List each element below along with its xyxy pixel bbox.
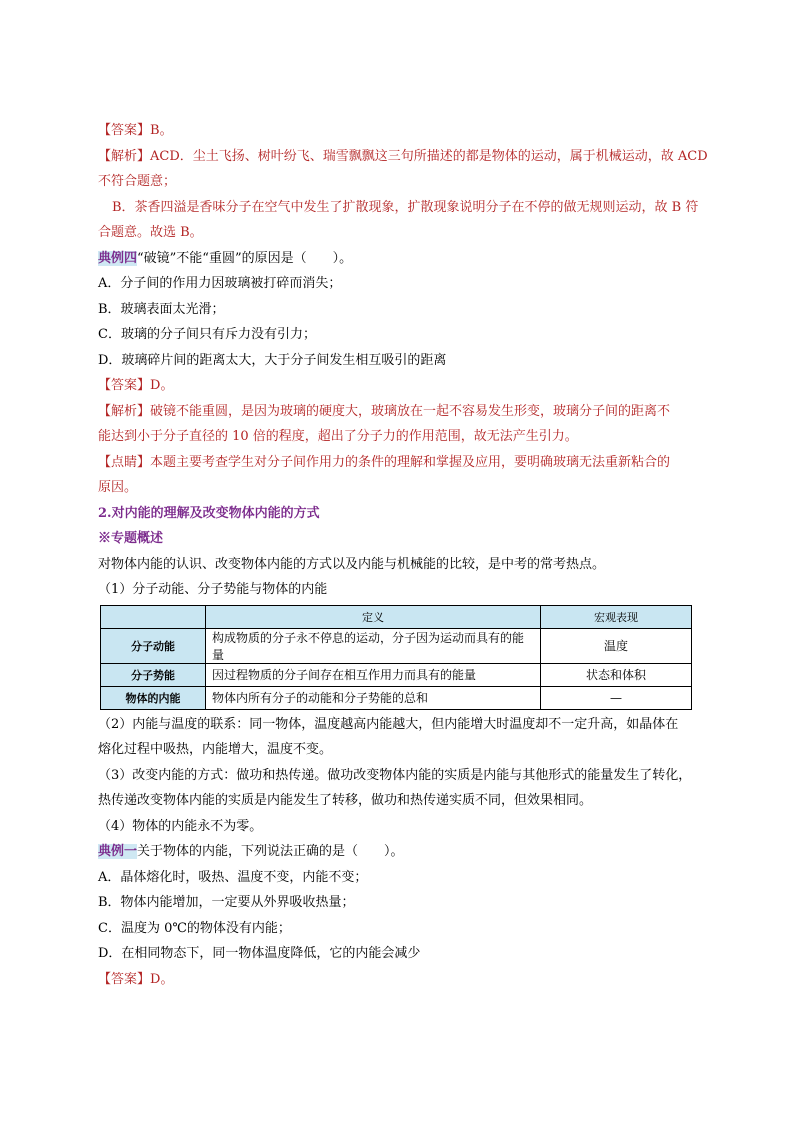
row-definition: 构成物质的分子永不停息的运动，分子因为运动而具有的能量: [206, 628, 541, 663]
energy-table: [100, 605, 692, 710]
row-macro: —: [541, 686, 692, 709]
item-3-cont: 热传递改变物体内能的实质是内能发生了转移，做功和热传递实质不同，但效果相同。: [98, 793, 593, 808]
section-title: 2.对内能的理解及改变物体内能的方式: [98, 505, 320, 521]
answer-line: [98, 967, 722, 993]
analysis-line: [98, 144, 722, 170]
comment-label: 【点睛】: [98, 454, 151, 470]
answer-line: [98, 373, 722, 399]
item-1: （1）分子动能、分子势能与物体的内能: [98, 582, 328, 597]
analysis-line: [98, 399, 722, 425]
comment-line: [98, 450, 722, 476]
answer-value: D。: [150, 378, 174, 393]
table-row: [101, 663, 692, 686]
overview-label: ※专题概述: [98, 531, 164, 546]
document-page: [98, 118, 722, 992]
analysis-text: 合题意。故选 B。: [98, 225, 203, 240]
option-a: A．晶体熔化时，吸热、温度不变，内能不变；: [98, 869, 368, 885]
question-text: “破镜”不能“重圆”的原因是（ ）。: [137, 250, 353, 266]
item-3: （3）改变内能的方式：做功和热传递。做功改变物体内能的实质是内能与其他形式的能量发生了转化，: [98, 767, 692, 783]
table-row: [101, 686, 692, 709]
answer-label: 【答案】: [98, 971, 151, 987]
table-header-blank: [101, 605, 206, 628]
analysis-label: 【解析】: [98, 148, 151, 164]
analysis-text: ACD．尘土飞扬、树叶纷飞、瑞雪飘飘这三句所描述的都是物体的运动，属于机械运动，故 ACD: [150, 148, 708, 164]
analysis-text: 破镜不能重圆，是因为玻璃的硬度大，玻璃放在一起不容易发生形变，玻璃分子间的距离不: [150, 403, 671, 419]
item-2: （2）内能与温度的联系：同一物体，温度越高内能越大，但内能增大时温度却不一定升高，如晶体在: [98, 716, 679, 732]
row-name: 分子势能: [101, 663, 206, 686]
answer-label: 【答案】: [98, 378, 151, 393]
row-name: 分子动能: [101, 628, 206, 663]
analysis-label: 【解析】: [98, 403, 151, 419]
item-2-cont: 熔化过程中吸热，内能增大，温度不变。: [98, 742, 333, 757]
example-label: 典例四: [98, 250, 138, 266]
analysis-text: 不符合题意；: [98, 174, 177, 189]
option-c: C．玻璃的分子间只有斥力没有引力；: [98, 327, 316, 342]
option-a: A．分子间的作用力因玻璃被打碎而消失；: [98, 276, 342, 291]
table-header-row: [101, 605, 692, 628]
answer-value: D。: [150, 971, 174, 987]
answer-label: 【答案】: [98, 123, 151, 138]
option-d: D．在相同物态下，同一物体温度降低，它的内能会减少: [98, 946, 421, 961]
example-label: 典例一: [98, 844, 138, 859]
table-header-definition: 定义: [206, 605, 541, 628]
row-definition: 物体内所有分子的动能和分子势能的总和: [206, 686, 541, 709]
row-macro: 温度: [541, 628, 692, 663]
comment-text: 原因。: [98, 480, 138, 495]
table-row: [101, 628, 692, 663]
option-d: D．玻璃碎片间的距离太大，大于分子间发生相互吸引的距离: [98, 352, 447, 368]
question-text: 关于物体的内能，下列说法正确的是（ ）。: [137, 844, 404, 859]
row-macro: 状态和体积: [541, 663, 692, 686]
answer-value: B。: [150, 123, 173, 138]
table-header-macro: 宏观表现: [541, 605, 692, 628]
row-name: 物体的内能: [101, 686, 206, 709]
item-4: （4）物体的内能永不为零。: [98, 818, 263, 834]
row-definition: 因过程物质的分子间存在相互作用力而具有的能量: [206, 663, 541, 686]
comment-text: 本题主要考查学生对分子间作用力的条件的理解和掌握及应用，要明确玻璃无法重新粘合的: [150, 454, 671, 470]
analysis-text: 能达到小于分子直径的 10 倍的程度，超出了分子力的作用范围，故无法产生引力。: [98, 429, 578, 444]
analysis-text: B．茶香四溢是香味分子在空气中发生了扩散现象，扩散现象说明分子在不停的做无规则运动，故 B 符: [112, 199, 699, 215]
example-question: [98, 246, 722, 272]
example-question: [98, 839, 722, 865]
option-c: C．温度为 0℃的物体没有内能；: [98, 920, 291, 936]
answer-line: [98, 118, 722, 144]
option-b: B．物体内能增加，一定要从外界吸收热量；: [98, 895, 355, 910]
option-b: B．玻璃表面太光滑；: [98, 301, 225, 317]
overview-text: 对物体内能的认识、改变物体内能的方式以及内能与机械能的比较，是中考的常考热点。: [98, 556, 606, 572]
